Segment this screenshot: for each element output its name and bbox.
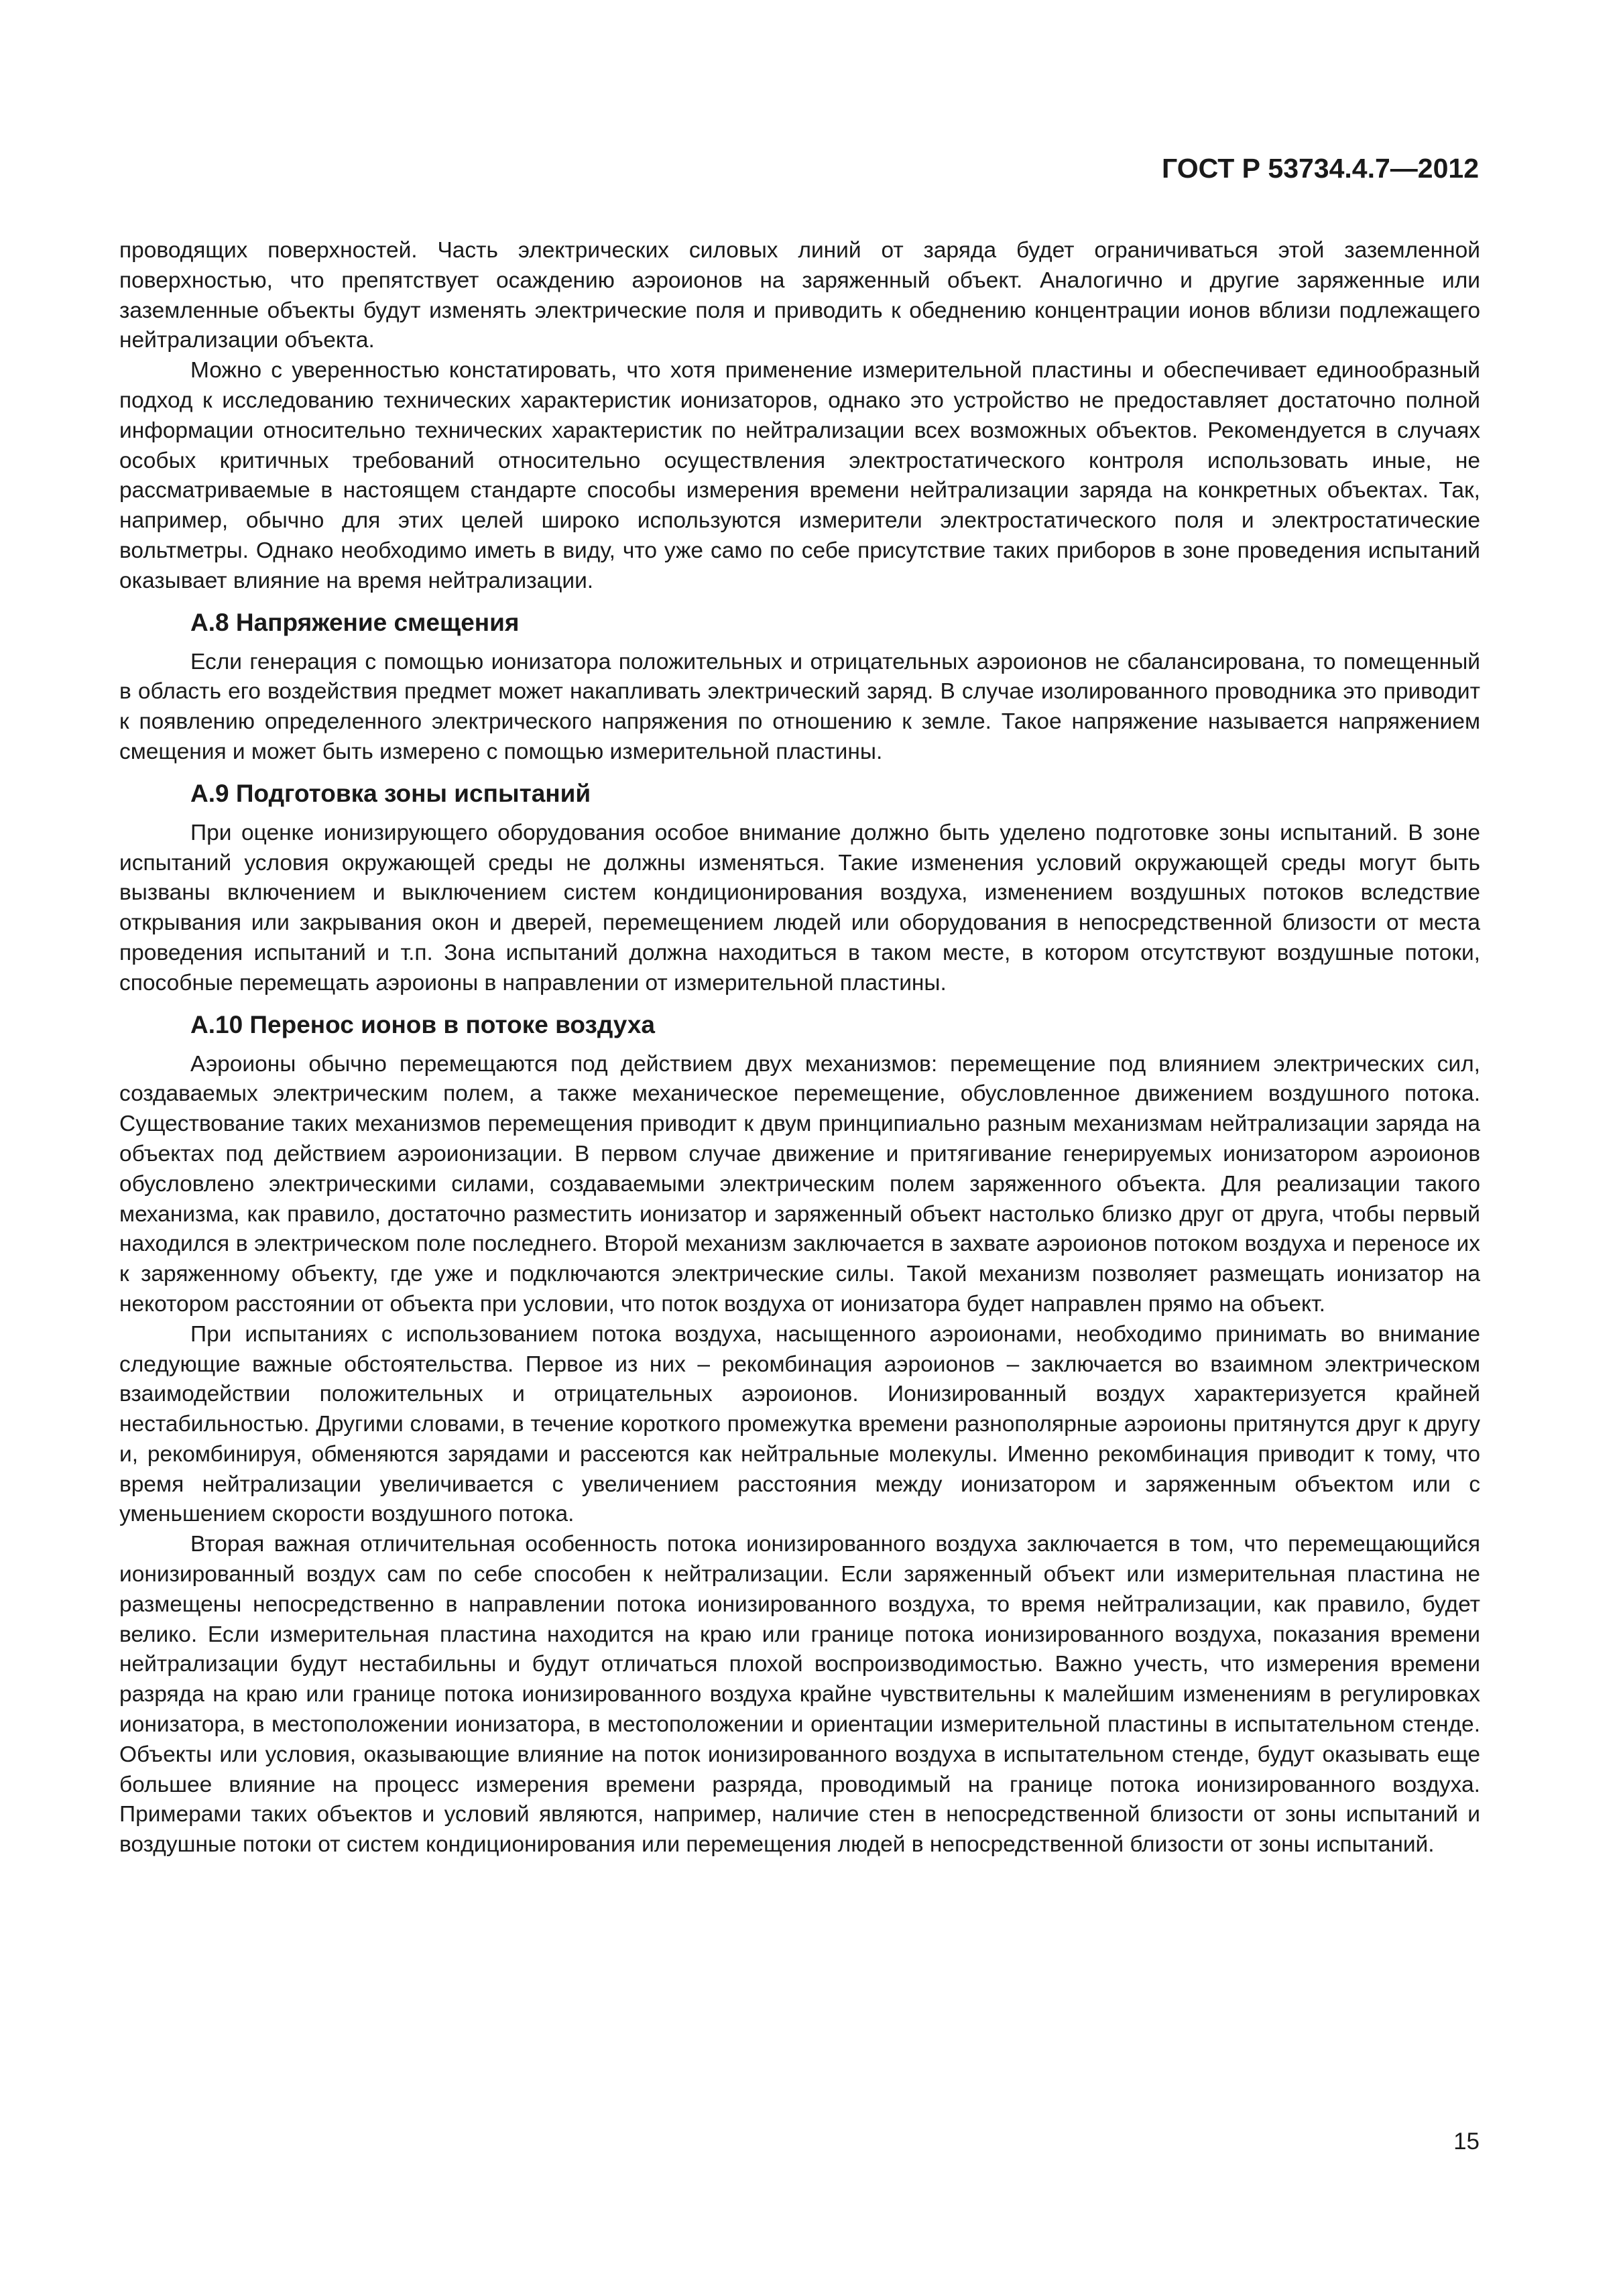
section-heading-a10: А.10 Перенос ионов в потоке воздуха <box>190 1010 655 1038</box>
paragraph: Аэроионы обычно перемещаются под действием двух механизмов: перемещение под влиянием электрических сил, создаваемых электрическим полем, а также механическое перемещение, обусловленное движением воздушного потока. Существование таких механизмов перемещения приводит к двум принципиально разным механизмам нейтрализации заряда на объектах под действием аэроионизации. В первом случае движение и притягивание генерируемых ионизатором аэроионов обусловлено электрическими силами, создаваемыми электрическим полем заряженного объекта. Для реализации такого механизма, как правило, достаточно разместить ионизатор и заряженный объект настолько близко друг от друга, чтобы первый находился в электрическом поле последнего. Второй механизм заключается в захвате аэроионов потоком воздуха и переносе их к заряженному объекту, где уже и подключаются электрические силы. Такой механизм позволяет размещать ионизатор на некотором расстоянии от объекта при условии, что поток воздуха от ионизатора будет направлен прямо на объект. <box>119 1051 1480 1317</box>
standard-header: ГОСТ Р 53734.4.7—2012 <box>1162 153 1479 184</box>
document-body <box>119 236 1480 1860</box>
page-number: 15 <box>1453 2128 1480 2155</box>
paragraph: При оценке ионизирующего оборудования особое внимание должно быть уделено подготовке зоны испытаний. В зоне испытаний условия окружающей среды не должны изменяться. Такие изменения условий окружающей среды могут быть вызваны включением и выключением систем кондиционирования воздуха, изменением воздушных потоков вследствие открывания или закрывания окон и дверей, перемещением людей или оборудования в непосредственной близости от места проведения испытаний и т.п. Зона испытаний должна находиться в таком месте, в котором отсутствуют воздушные потоки, способные перемещать аэроионы в направлении от измерительной пластины. <box>119 820 1480 995</box>
paragraph: При испытаниях с использованием потока воздуха, насыщенного аэроионами, необходимо принимать во внимание следующие важные обстоятельства. Первое из них – рекомбинация аэроионов – заключается во взаимном электрическом взаимодействии положительных и отрицательных аэроионов. Ионизированный воздух характеризуется крайней нестабильностью. Другими словами, в течение короткого промежутка времени разнополярные аэроионы притянутся друг к другу и, рекомбинируя, обменяются зарядами и рассеются как нейтральные молекулы. Именно рекомбинация приводит к тому, что время нейтрализации увеличивается с увеличением расстояния между ионизатором и заряженным объектом или с уменьшением скорости воздушного потока. <box>119 1321 1480 1527</box>
paragraph: Можно с уверенностью констатировать, что хотя применение измерительной пластины и обеспечивает единообразный подход к исследованию технических характеристик ионизаторов, однако это устройство не предоставляет достаточно полной информации относительно технических характеристик по нейтрализации всех возможных объектов. Рекомендуется в случаях особых критичных требований относительно осуществления электростатического контроля использовать иные, не рассматриваемые в настоящем стандарте способы измерения времени нейтрализации заряда на конкретных объектах. Так, например, обычно для этих целей широко используются измерители электростатического поля и электростатические вольтметры. Однако необходимо иметь в виду, что уже само по себе присутствие таких приборов в зоне проведения испытаний оказывает влияние на время нейтрализации. <box>119 358 1480 593</box>
section-heading-a8: А.8 Напряжение смещения <box>190 608 520 636</box>
paragraph: Если генерация с помощью ионизатора положительных и отрицательных аэроионов не сбалансирована, то помещенный в область его воздействия предмет может накапливать электрический заряд. В случае изолированного проводника это приводит к появлению определенного электрического напряжения по отношению к земле. Такое напряжение называется напряжением смещения и может быть измерено с помощью измерительной пластины. <box>119 649 1480 764</box>
paragraph: Вторая важная отличительная особенность потока ионизированного воздуха заключается в том, что перемещающийся ионизированный воздух сам по себе способен к нейтрализации. Если заряженный объект или измерительная пластина не размещены непосредственно в направлении потока ионизированного воздуха, то время нейтрализации, как правило, будет велико. Если измерительная пластина находится на краю или границе потока ионизированного воздуха, показания времени нейтрализации будут нестабильны и будут отличаться плохой воспроизводимостью. Важно учесть, что измерения времени разряда на краю или границе потока ионизированного воздуха крайне чувствительны к малейшим изменениям в регулировках ионизатора, в местоположении ионизатора, в местоположении и ориентации измерительной пластины в испытательном стенде. Объекты или условия, оказывающие влияние на поток ионизированного воздуха в испытательном стенде, будут оказывать еще большее влияние на процесс измерения времени разряда, проводимый на границе потока ионизированного воздуха. Примерами таких объектов и условий являются, например, наличие стен в непосредственной близости от зоны испытаний и воздушные потоки от систем кондиционирования или перемещения людей в непосредственной близости от зоны испытаний. <box>119 1532 1480 1858</box>
paragraph-continuation: проводящих поверхностей. Часть электрических силовых линий от заряда будет ограничиваться этой заземленной поверхностью, что препятствует осаждению аэроионов на заряженный объект. Аналогично и другие заряженные или заземленные объекты будут изменять электрические поля и приводить к обеднению концентрации ионов вблизи подлежащего нейтрализации объекта. <box>119 238 1480 353</box>
section-heading-a9: А.9 Подготовка зоны испытаний <box>190 779 591 807</box>
